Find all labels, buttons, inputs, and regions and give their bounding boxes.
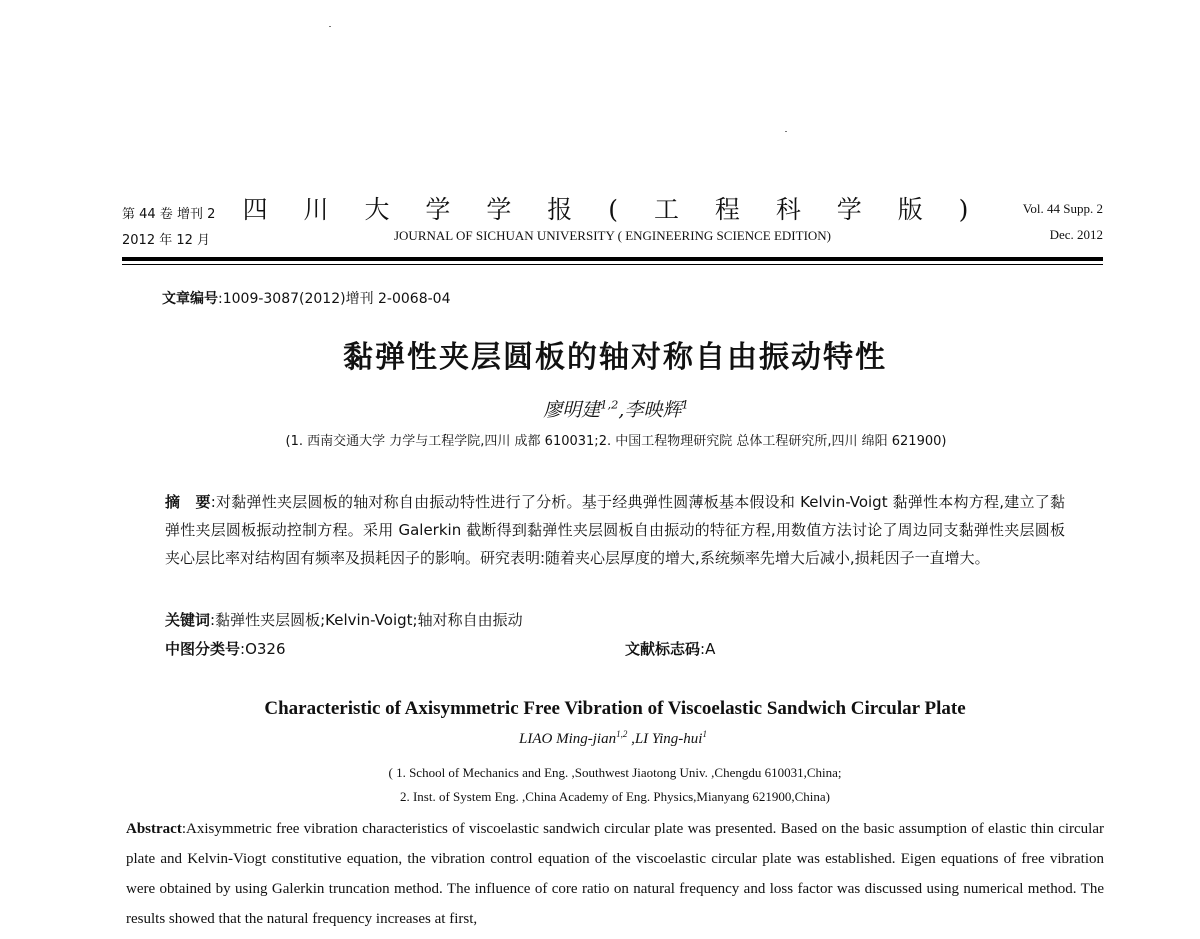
author1-cn-sup: 1,2 xyxy=(600,397,619,412)
authors-en xyxy=(0,731,1200,748)
volume-cn: 第 44 卷 增刊 2 xyxy=(122,207,216,222)
clc-number xyxy=(165,638,286,659)
author-separator-en: , xyxy=(627,731,635,747)
document-code xyxy=(625,638,715,659)
date-cn: 2012 年 12 月 xyxy=(122,233,211,248)
paper-title-cn: 黏弹性夹层圆板的轴对称自由振动特性 xyxy=(343,340,887,375)
clc-label: 中图分类号 xyxy=(165,640,241,658)
header-rule-thick xyxy=(122,257,1103,261)
article-number xyxy=(162,288,450,308)
abstract-en-text: :Axisymmetric free vibration characteristics of viscoelastic sandwich circular plate was presented. Based on the basic assumption of elastic thin circular plate and Kelvin-Viogt constitutive equation, the vibration control equation of the viscoelastic circular plate was established. Eigen equations of free vibration were obtained by using Galerkin truncation method. The influence of core ratio on natural frequency and loss factor was discussed using numerical method. The results showed that the natural frequency increases at first, xyxy=(126,821,1104,927)
journal-title-cn: 四 川 大 学 学 报 ( 工 程 科 学 版 ) xyxy=(242,195,983,224)
affiliation-cn: (1. 西南交通大学 力学与工程学院,四川 成都 610031;2. 中国工程物理研究院 总体工程研究所,四川 绵阳 621900) xyxy=(285,434,947,449)
date-en: Dec. 2012 xyxy=(1049,227,1103,242)
scan-speck xyxy=(329,26,331,27)
author1-en: LIAO Ming-jian xyxy=(519,731,617,747)
journal-title-en: JOURNAL OF SICHUAN UNIVERSITY ( ENGINEERING SCIENCE EDITION) xyxy=(393,228,832,243)
author2-en-sup: 1 xyxy=(702,729,707,739)
abstract-cn-text: :对黏弹性夹层圆板的轴对称自由振动特性进行了分析。基于经典弹性圆薄板基本假设和 Kelvin-Voigt 黏弹性本构方程,建立了黏弹性夹层圆板振动控制方程。采用 Galerkin 截断得到黏弹性夹层圆板自由振动的特征方程,用数值方法讨论了周边同支黏弹性夹层圆板夹心层比率对结构固有频率及损耗因子的影响。研究表明:随着夹心层厚度的增大,系统频率先增大后减小,损耗因子一直增大。 xyxy=(165,493,1065,567)
affiliation-en-line1: ( 1. School of Mechanics and Eng. ,Southwest Jiaotong Univ. ,Chengdu 610031,China; xyxy=(388,765,842,780)
article-number-label: 文章编号 xyxy=(162,291,218,307)
article-number-value: :1009-3087(2012)增刊 2-0068-04 xyxy=(218,291,451,307)
paper-title-en: Characteristic of Axisymmetric Free Vibration of Viscoelastic Sandwich Circular Plate xyxy=(264,698,966,719)
abstract-en-label: Abstract xyxy=(126,821,182,837)
author2-en: LI Ying-hui xyxy=(634,731,703,747)
doc-code-label: 文献标志码 xyxy=(625,640,701,658)
volume-en: Vol. 44 Supp. 2 xyxy=(1022,201,1103,216)
author1-cn: 廖明建 xyxy=(543,399,601,421)
keywords-cn-label: 关键词 xyxy=(165,611,211,629)
author1-en-sup: 1,2 xyxy=(616,729,628,739)
author2-cn-sup: 1 xyxy=(681,397,689,412)
header-rule-thin xyxy=(122,264,1103,265)
clc-value: :O326 xyxy=(240,640,286,658)
abstract-cn xyxy=(165,488,1065,572)
authors-cn xyxy=(0,395,1200,422)
abstract-cn-label: 摘 要 xyxy=(165,493,211,511)
affiliation-en-line2: 2. Inst. of System Eng. ,China Academy of Eng. Physics,Mianyang 621900,China) xyxy=(399,789,831,804)
abstract-en xyxy=(126,814,1104,934)
keywords-cn xyxy=(165,609,523,630)
keywords-cn-text: :黏弹性夹层圆板;Kelvin-Voigt;轴对称自由振动 xyxy=(210,611,523,629)
author2-cn: 李映辉 xyxy=(624,399,682,421)
author-separator-cn: , xyxy=(618,399,625,421)
scan-speck xyxy=(785,131,787,132)
doc-code-value: :A xyxy=(700,640,716,658)
